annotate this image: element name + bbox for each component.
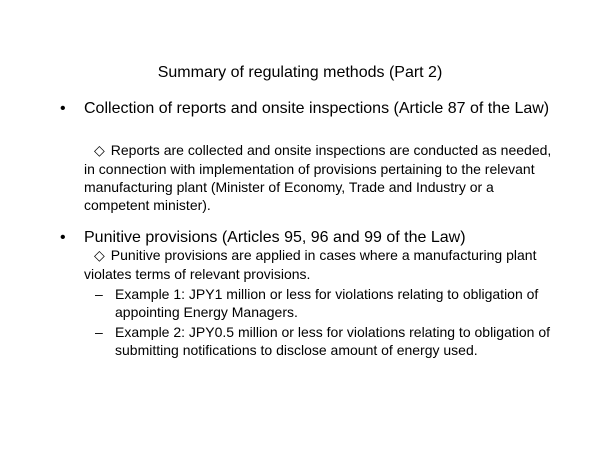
diamond-bullet-icon: ◇	[94, 248, 105, 264]
bullet-marker: •	[60, 100, 66, 117]
detail-text-b: competent minister).	[84, 197, 211, 213]
section-heading-reports-inspections: Collection of reports and onsite inspections (Article 87 of the Law)	[84, 100, 550, 117]
example-item-2: Example 2: JPY0.5 million or less for violations relating to obligation of submitting notifications to disclose amount of energy used.	[115, 324, 550, 358]
dash-marker: –	[95, 286, 103, 302]
section-detail-punitive-provisions	[84, 246, 564, 283]
section-heading-punitive-provisions: Punitive provisions (Articles 95, 96 and 99 of the Law)	[84, 229, 466, 246]
detail-text: Punitive provisions are applied in cases where a manufacturing plant violates terms of relevant provisions.	[84, 247, 537, 282]
section-detail-reports-inspections	[84, 141, 564, 214]
diamond-bullet-icon: ◇	[94, 143, 105, 159]
slide-title: Summary of regulating methods (Part 2)	[157, 64, 443, 81]
bullet-marker: •	[60, 229, 66, 246]
dash-marker: –	[95, 324, 103, 340]
example-item-1: Example 1: JPY1 million or less for violations relating to obligation of appointing Energy Managers.	[115, 286, 539, 320]
detail-text-a: Reports are collected and onsite inspections are conducted as needed, in connection with implementation of provisions pertaining to the relevant manufacturing plant (Minister of Economy, Trade and Industry or a	[84, 142, 552, 195]
